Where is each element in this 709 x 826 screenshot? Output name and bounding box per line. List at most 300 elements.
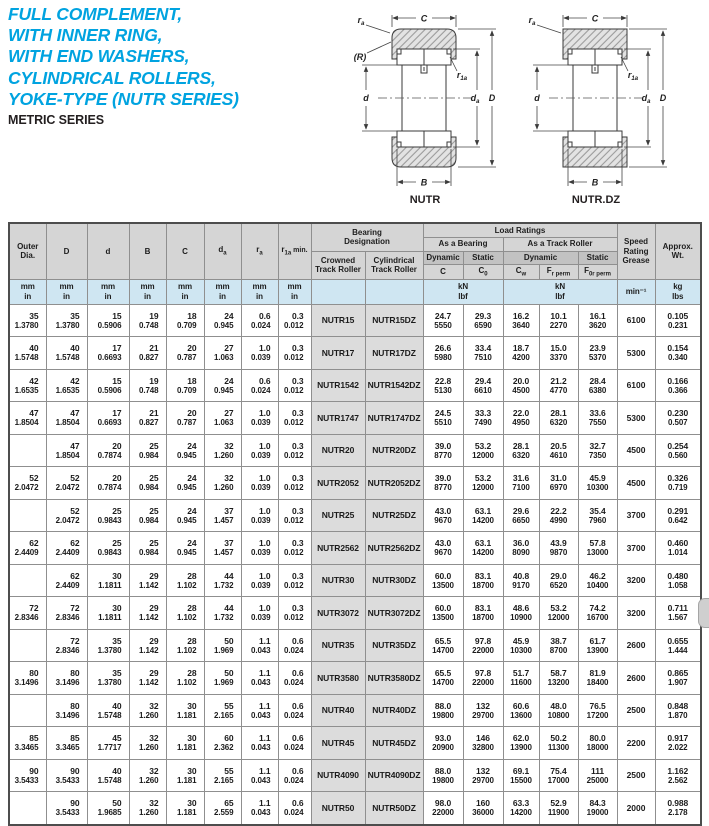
cell-outer-dia: 47 1.8504 bbox=[9, 402, 46, 435]
cell-crowned-designation: NUTR40 bbox=[311, 694, 365, 727]
cell-r1a: 0.6 0.024 bbox=[278, 629, 311, 662]
cell-approx-wt: 0.254 0.560 bbox=[655, 434, 701, 467]
cell-F0r-perm: 32.7 7350 bbox=[578, 434, 617, 467]
cell-B: 25 0.984 bbox=[129, 499, 166, 532]
cell-static-C0: 132 29700 bbox=[463, 694, 503, 727]
diagram-nutrdz bbox=[521, 2, 671, 206]
cell-cylindrical-designation: NUTR17DZ bbox=[365, 337, 423, 370]
cell-Cw: 45.9 10300 bbox=[503, 629, 539, 662]
units-mm-in: mm in bbox=[129, 279, 166, 304]
table-row bbox=[9, 304, 701, 337]
units-mm-in: mm in bbox=[9, 279, 46, 304]
cell-ra: 1.0 0.039 bbox=[241, 532, 278, 565]
cell-ra: 1.1 0.043 bbox=[241, 662, 278, 695]
units-mm-in: mm in bbox=[166, 279, 204, 304]
cell-C: 18 0.709 bbox=[166, 369, 204, 402]
cell-r1a: 0.3 0.012 bbox=[278, 369, 311, 402]
col-header-dynamic-bearing: Dynamic bbox=[423, 251, 463, 264]
cell-d: 40 1.5748 bbox=[87, 694, 129, 727]
cell-Fr-perm: 21.2 4770 bbox=[539, 369, 578, 402]
table-row bbox=[9, 662, 701, 695]
cell-D: 42 1.6535 bbox=[46, 369, 87, 402]
dim-label-d: d bbox=[363, 93, 369, 103]
cell-B: 32 1.260 bbox=[129, 694, 166, 727]
col-header-static-bearing: Static bbox=[463, 251, 503, 264]
units-mm-in: mm in bbox=[87, 279, 129, 304]
cell-da: 55 2.165 bbox=[204, 694, 241, 727]
units-blank bbox=[365, 279, 423, 304]
cell-speed-rating: 2600 bbox=[617, 629, 655, 662]
cell-C: 28 1.102 bbox=[166, 597, 204, 630]
cell-r1a: 0.3 0.012 bbox=[278, 467, 311, 500]
col-header-cylindrical-track-roller: Cylindrical Track Roller bbox=[365, 251, 423, 279]
col-header-load-ratings: Load Ratings bbox=[423, 223, 617, 237]
dim-label-r1a: $r_{1a}$ bbox=[627, 70, 639, 82]
cell-F0r-perm: 80.0 18000 bbox=[578, 727, 617, 760]
cell-cylindrical-designation: NUTR45DZ bbox=[365, 727, 423, 760]
cell-ra: 1.0 0.039 bbox=[241, 597, 278, 630]
cell-speed-rating: 2500 bbox=[617, 694, 655, 727]
cell-dynamic-C: 39.0 8770 bbox=[423, 467, 463, 500]
dim-label-D: D bbox=[659, 93, 667, 103]
cell-static-C0: 33.3 7490 bbox=[463, 402, 503, 435]
cell-speed-rating: 3700 bbox=[617, 532, 655, 565]
cell-Cw: 16.2 3640 bbox=[503, 304, 539, 337]
cell-ra: 1.0 0.039 bbox=[241, 337, 278, 370]
cell-ra: 0.6 0.024 bbox=[241, 369, 278, 402]
cell-da: 27 1.063 bbox=[204, 402, 241, 435]
cell-Cw: 28.1 6320 bbox=[503, 434, 539, 467]
cell-da: 55 2.165 bbox=[204, 759, 241, 792]
cell-outer-dia bbox=[9, 564, 46, 597]
title-line: FULL COMPLEMENT, bbox=[8, 4, 183, 24]
table-row bbox=[9, 467, 701, 500]
cell-speed-rating: 4500 bbox=[617, 467, 655, 500]
cell-r1a: 0.3 0.012 bbox=[278, 402, 311, 435]
cell-r1a: 0.6 0.024 bbox=[278, 759, 311, 792]
cell-F0r-perm: 84.3 19000 bbox=[578, 792, 617, 825]
cell-ra: 1.0 0.039 bbox=[241, 564, 278, 597]
cell-C: 20 0.787 bbox=[166, 402, 204, 435]
col-header-bearing-designation: Bearing Designation bbox=[311, 223, 423, 251]
cell-F0r-perm: 57.8 13000 bbox=[578, 532, 617, 565]
table-row bbox=[9, 434, 701, 467]
cell-B: 29 1.142 bbox=[129, 597, 166, 630]
bearing-cross-section-drawing bbox=[521, 2, 671, 194]
title-line: WITH END WASHERS, bbox=[8, 46, 190, 67]
col-header-as-a-track-roller: As a Track Roller bbox=[503, 237, 617, 251]
cell-F0r-perm: 74.2 16700 bbox=[578, 597, 617, 630]
cell-r1a: 0.3 0.012 bbox=[278, 532, 311, 565]
cell-ra: 1.0 0.039 bbox=[241, 402, 278, 435]
table-row bbox=[9, 337, 701, 370]
cell-crowned-designation: NUTR15 bbox=[311, 304, 365, 337]
page-subtitle: METRIC SERIES bbox=[8, 112, 104, 127]
cell-static-C0: 63.1 14200 bbox=[463, 532, 503, 565]
cell-Fr-perm: 28.1 6320 bbox=[539, 402, 578, 435]
cell-outer-dia: 42 1.6535 bbox=[9, 369, 46, 402]
cell-Cw: 18.7 4200 bbox=[503, 337, 539, 370]
table-body bbox=[9, 304, 701, 825]
cell-ra: 1.1 0.043 bbox=[241, 759, 278, 792]
cell-d: 50 1.9685 bbox=[87, 792, 129, 825]
cell-ra: 1.1 0.043 bbox=[241, 694, 278, 727]
cell-crowned-designation: NUTR1747 bbox=[311, 402, 365, 435]
cell-da: 37 1.457 bbox=[204, 499, 241, 532]
cell-C: 28 1.102 bbox=[166, 662, 204, 695]
cell-d: 25 0.9843 bbox=[87, 499, 129, 532]
cell-Cw: 40.8 9170 bbox=[503, 564, 539, 597]
cell-d: 20 0.7874 bbox=[87, 434, 129, 467]
cell-Cw: 20.0 4500 bbox=[503, 369, 539, 402]
col-header-static-track: Static bbox=[578, 251, 617, 264]
cell-crowned-designation: NUTR4090 bbox=[311, 759, 365, 792]
table-row bbox=[9, 597, 701, 630]
cell-Fr-perm: 15.0 3370 bbox=[539, 337, 578, 370]
cell-speed-rating: 6100 bbox=[617, 304, 655, 337]
cell-d: 20 0.7874 bbox=[87, 467, 129, 500]
cell-outer-dia bbox=[9, 499, 46, 532]
cell-da: 37 1.457 bbox=[204, 532, 241, 565]
cell-static-C0: 160 36000 bbox=[463, 792, 503, 825]
cell-B: 21 0.827 bbox=[129, 337, 166, 370]
cell-D: 90 3.5433 bbox=[46, 792, 87, 825]
cell-F0r-perm: 61.7 13900 bbox=[578, 629, 617, 662]
cell-D: 47 1.8504 bbox=[46, 434, 87, 467]
cell-cylindrical-designation: NUTR25DZ bbox=[365, 499, 423, 532]
cell-ra: 1.1 0.043 bbox=[241, 792, 278, 825]
col-header-sym-Fr-perm: $F_{r perm}$ bbox=[539, 264, 578, 279]
dim-label-C: C bbox=[420, 13, 428, 24]
cell-da: 44 1.732 bbox=[204, 597, 241, 630]
cell-C: 24 0.945 bbox=[166, 467, 204, 500]
cell-r1a: 0.3 0.012 bbox=[278, 564, 311, 597]
units-mm-in: mm in bbox=[204, 279, 241, 304]
dim-label-B: B bbox=[420, 177, 428, 188]
cell-B: 29 1.142 bbox=[129, 564, 166, 597]
cell-C: 28 1.102 bbox=[166, 629, 204, 662]
cell-r1a: 0.3 0.012 bbox=[278, 304, 311, 337]
cell-outer-dia bbox=[9, 792, 46, 825]
cell-da: 24 0.945 bbox=[204, 369, 241, 402]
units-blank bbox=[311, 279, 365, 304]
cell-cylindrical-designation: NUTR3580DZ bbox=[365, 662, 423, 695]
cell-F0r-perm: 35.4 7960 bbox=[578, 499, 617, 532]
cell-Fr-perm: 50.2 11300 bbox=[539, 727, 578, 760]
cell-dynamic-C: 26.6 5980 bbox=[423, 337, 463, 370]
cell-outer-dia: 40 1.5748 bbox=[9, 337, 46, 370]
cell-static-C0: 97.8 22000 bbox=[463, 629, 503, 662]
cell-F0r-perm: 33.6 7550 bbox=[578, 402, 617, 435]
cell-dynamic-C: 65.5 14700 bbox=[423, 662, 463, 695]
cell-dynamic-C: 60.0 13500 bbox=[423, 597, 463, 630]
cell-C: 30 1.181 bbox=[166, 727, 204, 760]
units-kn-lbf: kN lbf bbox=[423, 279, 503, 304]
cell-da: 27 1.063 bbox=[204, 337, 241, 370]
cell-da: 60 2.362 bbox=[204, 727, 241, 760]
units-kn-lbf: kN lbf bbox=[503, 279, 617, 304]
cell-approx-wt: 0.865 1.907 bbox=[655, 662, 701, 695]
table-row bbox=[9, 532, 701, 565]
title-line: YOKE-TYPE (NUTR SERIES) bbox=[8, 88, 239, 109]
col-header-r1a-min: $r_{1a}$ min. bbox=[278, 223, 311, 279]
cell-Fr-perm: 52.9 11900 bbox=[539, 792, 578, 825]
cell-d: 35 1.3780 bbox=[87, 662, 129, 695]
cell-crowned-designation: NUTR25 bbox=[311, 499, 365, 532]
cell-ra: 1.0 0.039 bbox=[241, 467, 278, 500]
cell-cylindrical-designation: NUTR30DZ bbox=[365, 564, 423, 597]
cell-D: 80 3.1496 bbox=[46, 662, 87, 695]
units-mm-in: mm in bbox=[241, 279, 278, 304]
page-edge-marker bbox=[698, 598, 709, 628]
cell-B: 25 0.984 bbox=[129, 434, 166, 467]
cell-ra: 1.0 0.039 bbox=[241, 499, 278, 532]
cell-F0r-perm: 81.9 18400 bbox=[578, 662, 617, 695]
cell-D: 80 3.1496 bbox=[46, 694, 87, 727]
cell-D: 52 2.0472 bbox=[46, 467, 87, 500]
cell-approx-wt: 0.917 2.022 bbox=[655, 727, 701, 760]
col-header-D: D bbox=[46, 223, 87, 279]
cell-D: 35 1.3780 bbox=[46, 304, 87, 337]
dim-label-ra: $r_a$ bbox=[528, 15, 536, 27]
cell-approx-wt: 0.166 0.366 bbox=[655, 369, 701, 402]
dim-label-ra: $r_a$ bbox=[357, 15, 365, 27]
cell-C: 30 1.181 bbox=[166, 759, 204, 792]
col-header-sym-Cw: $C_w$ bbox=[503, 264, 539, 279]
cell-F0r-perm: 23.9 5370 bbox=[578, 337, 617, 370]
cell-F0r-perm: 28.4 6380 bbox=[578, 369, 617, 402]
cell-r1a: 0.3 0.012 bbox=[278, 434, 311, 467]
cell-crowned-designation: NUTR30 bbox=[311, 564, 365, 597]
col-header-crowned-track-roller: Crowned Track Roller bbox=[311, 251, 365, 279]
units-mm-in: mm in bbox=[46, 279, 87, 304]
cell-outer-dia bbox=[9, 694, 46, 727]
cell-Fr-perm: 22.2 4990 bbox=[539, 499, 578, 532]
bearing-cross-section-drawing bbox=[350, 2, 500, 194]
table-row bbox=[9, 564, 701, 597]
cell-crowned-designation: NUTR45 bbox=[311, 727, 365, 760]
dim-label-B: B bbox=[591, 177, 599, 188]
dim-label-D: D bbox=[488, 93, 496, 103]
cell-cylindrical-designation: NUTR3072DZ bbox=[365, 597, 423, 630]
cell-static-C0: 33.4 7510 bbox=[463, 337, 503, 370]
cell-speed-rating: 5300 bbox=[617, 337, 655, 370]
diagram-nutr bbox=[350, 2, 500, 206]
cell-F0r-perm: 111 25000 bbox=[578, 759, 617, 792]
cell-Cw: 48.6 10900 bbox=[503, 597, 539, 630]
cell-d: 17 0.6693 bbox=[87, 402, 129, 435]
cell-B: 32 1.260 bbox=[129, 792, 166, 825]
cell-approx-wt: 0.154 0.340 bbox=[655, 337, 701, 370]
cell-B: 32 1.260 bbox=[129, 727, 166, 760]
col-header-speed-rating: Speed Rating Grease bbox=[617, 223, 655, 279]
cell-ra: 1.1 0.043 bbox=[241, 727, 278, 760]
cell-r1a: 0.3 0.012 bbox=[278, 337, 311, 370]
col-header-d: d bbox=[87, 223, 129, 279]
cell-dynamic-C: 93.0 20900 bbox=[423, 727, 463, 760]
cell-cylindrical-designation: NUTR15DZ bbox=[365, 304, 423, 337]
cell-C: 28 1.102 bbox=[166, 564, 204, 597]
cell-Fr-perm: 48.0 10800 bbox=[539, 694, 578, 727]
cell-Fr-perm: 31.0 6970 bbox=[539, 467, 578, 500]
cell-outer-dia: 62 2.4409 bbox=[9, 532, 46, 565]
cell-B: 25 0.984 bbox=[129, 532, 166, 565]
cell-approx-wt: 0.655 1.444 bbox=[655, 629, 701, 662]
cell-D: 72 2.8346 bbox=[46, 597, 87, 630]
cell-outer-dia: 90 3.5433 bbox=[9, 759, 46, 792]
cell-cylindrical-designation: NUTR35DZ bbox=[365, 629, 423, 662]
cell-Cw: 69.1 15500 bbox=[503, 759, 539, 792]
cell-D: 47 1.8504 bbox=[46, 402, 87, 435]
cell-static-C0: 29.4 6610 bbox=[463, 369, 503, 402]
units-mm-in: mm in bbox=[278, 279, 311, 304]
cell-Cw: 22.0 4950 bbox=[503, 402, 539, 435]
cell-static-C0: 53.2 12000 bbox=[463, 434, 503, 467]
cell-cylindrical-designation: NUTR2052DZ bbox=[365, 467, 423, 500]
table-row bbox=[9, 694, 701, 727]
units-kg-lbs: kg lbs bbox=[655, 279, 701, 304]
cell-static-C0: 63.1 14200 bbox=[463, 499, 503, 532]
cell-speed-rating: 5300 bbox=[617, 402, 655, 435]
cell-Fr-perm: 10.1 2270 bbox=[539, 304, 578, 337]
cell-static-C0: 29.3 6590 bbox=[463, 304, 503, 337]
cell-Fr-perm: 53.2 12000 bbox=[539, 597, 578, 630]
cell-ra: 1.1 0.043 bbox=[241, 629, 278, 662]
cell-r1a: 0.3 0.012 bbox=[278, 499, 311, 532]
cell-crowned-designation: NUTR3072 bbox=[311, 597, 365, 630]
cell-static-C0: 83.1 18700 bbox=[463, 564, 503, 597]
col-header-sym-F0r-perm: $F_{0r perm}$ bbox=[578, 264, 617, 279]
cell-speed-rating: 2000 bbox=[617, 792, 655, 825]
cell-C: 18 0.709 bbox=[166, 304, 204, 337]
cell-d: 15 0.5906 bbox=[87, 369, 129, 402]
cell-speed-rating: 2200 bbox=[617, 727, 655, 760]
cell-d: 45 1.7717 bbox=[87, 727, 129, 760]
cell-crowned-designation: NUTR35 bbox=[311, 629, 365, 662]
cell-outer-dia: 35 1.3780 bbox=[9, 304, 46, 337]
cell-F0r-perm: 16.1 3620 bbox=[578, 304, 617, 337]
dim-label-d: d bbox=[534, 93, 540, 103]
cell-speed-rating: 6100 bbox=[617, 369, 655, 402]
cell-B: 29 1.142 bbox=[129, 662, 166, 695]
cell-dynamic-C: 43.0 9670 bbox=[423, 499, 463, 532]
cell-Cw: 29.6 6650 bbox=[503, 499, 539, 532]
cell-approx-wt: 0.988 2.178 bbox=[655, 792, 701, 825]
cell-Cw: 36.0 8090 bbox=[503, 532, 539, 565]
dim-label-R: (R) bbox=[353, 52, 367, 62]
col-header-sym-C: C bbox=[423, 264, 463, 279]
cell-ra: 0.6 0.024 bbox=[241, 304, 278, 337]
cell-approx-wt: 0.711 1.567 bbox=[655, 597, 701, 630]
cell-B: 32 1.260 bbox=[129, 759, 166, 792]
cell-D: 72 2.8346 bbox=[46, 629, 87, 662]
cell-F0r-perm: 46.2 10400 bbox=[578, 564, 617, 597]
cell-speed-rating: 3200 bbox=[617, 564, 655, 597]
cell-cylindrical-designation: NUTR1747DZ bbox=[365, 402, 423, 435]
cell-C: 20 0.787 bbox=[166, 337, 204, 370]
cell-speed-rating: 3200 bbox=[617, 597, 655, 630]
spec-table bbox=[8, 222, 702, 826]
cell-d: 25 0.9843 bbox=[87, 532, 129, 565]
cell-d: 30 1.1811 bbox=[87, 564, 129, 597]
cell-crowned-designation: NUTR3580 bbox=[311, 662, 365, 695]
col-header-dynamic-track: Dynamic bbox=[503, 251, 578, 264]
cell-dynamic-C: 24.5 5510 bbox=[423, 402, 463, 435]
cell-Cw: 31.6 7100 bbox=[503, 467, 539, 500]
cell-da: 44 1.732 bbox=[204, 564, 241, 597]
cell-outer-dia: 52 2.0472 bbox=[9, 467, 46, 500]
cell-Fr-perm: 58.7 13200 bbox=[539, 662, 578, 695]
cell-approx-wt: 0.848 1.870 bbox=[655, 694, 701, 727]
cell-D: 62 2.4409 bbox=[46, 532, 87, 565]
cell-C: 24 0.945 bbox=[166, 532, 204, 565]
diagram-caption-nutrdz: NUTR.DZ bbox=[571, 194, 621, 206]
cell-outer-dia: 80 3.1496 bbox=[9, 662, 46, 695]
col-header-B: B bbox=[129, 223, 166, 279]
cell-Fr-perm: 20.5 4610 bbox=[539, 434, 578, 467]
col-header-as-a-bearing: As a Bearing bbox=[423, 237, 503, 251]
cell-outer-dia: 85 3.3465 bbox=[9, 727, 46, 760]
cell-D: 85 3.3465 bbox=[46, 727, 87, 760]
cell-outer-dia: 72 2.8346 bbox=[9, 597, 46, 630]
cell-d: 35 1.3780 bbox=[87, 629, 129, 662]
cell-cylindrical-designation: NUTR1542DZ bbox=[365, 369, 423, 402]
cell-approx-wt: 1.162 2.562 bbox=[655, 759, 701, 792]
cell-B: 19 0.748 bbox=[129, 369, 166, 402]
cell-outer-dia bbox=[9, 434, 46, 467]
cell-dynamic-C: 88.0 19800 bbox=[423, 759, 463, 792]
cell-Cw: 62.0 13900 bbox=[503, 727, 539, 760]
cell-d: 17 0.6693 bbox=[87, 337, 129, 370]
cell-da: 50 1.969 bbox=[204, 629, 241, 662]
cell-crowned-designation: NUTR50 bbox=[311, 792, 365, 825]
cell-cylindrical-designation: NUTR20DZ bbox=[365, 434, 423, 467]
cell-dynamic-C: 39.0 8770 bbox=[423, 434, 463, 467]
cell-da: 32 1.260 bbox=[204, 434, 241, 467]
cell-Cw: 60.6 13600 bbox=[503, 694, 539, 727]
cell-F0r-perm: 45.9 10300 bbox=[578, 467, 617, 500]
title-line: WITH INNER RING, bbox=[8, 25, 163, 46]
cell-B: 25 0.984 bbox=[129, 467, 166, 500]
title-line: CYLINDRICAL ROLLERS, bbox=[8, 67, 216, 88]
cell-static-C0: 146 32800 bbox=[463, 727, 503, 760]
col-header-ra: $r_a$ bbox=[241, 223, 278, 279]
cell-Fr-perm: 75.4 17000 bbox=[539, 759, 578, 792]
dim-label-da: $d_a$ bbox=[641, 93, 651, 105]
table-row bbox=[9, 727, 701, 760]
cell-r1a: 0.6 0.024 bbox=[278, 694, 311, 727]
col-header-da: $d_a$ bbox=[204, 223, 241, 279]
cell-speed-rating: 2500 bbox=[617, 759, 655, 792]
table-row bbox=[9, 402, 701, 435]
cell-C: 24 0.945 bbox=[166, 434, 204, 467]
cell-crowned-designation: NUTR2052 bbox=[311, 467, 365, 500]
cell-r1a: 0.6 0.024 bbox=[278, 662, 311, 695]
cell-D: 52 2.0472 bbox=[46, 499, 87, 532]
col-header-approx-wt: Approx. Wt. bbox=[655, 223, 701, 279]
units-min: min⁻¹ bbox=[617, 279, 655, 304]
dim-label-r1a: $r_{1a}$ bbox=[456, 70, 468, 82]
cell-dynamic-C: 88.0 19800 bbox=[423, 694, 463, 727]
dim-label-C: C bbox=[591, 13, 599, 24]
cell-Cw: 63.3 14200 bbox=[503, 792, 539, 825]
cell-D: 62 2.4409 bbox=[46, 564, 87, 597]
cell-d: 40 1.5748 bbox=[87, 759, 129, 792]
cell-approx-wt: 0.291 0.642 bbox=[655, 499, 701, 532]
cell-C: 30 1.181 bbox=[166, 792, 204, 825]
cell-Fr-perm: 29.0 6520 bbox=[539, 564, 578, 597]
cell-da: 50 1.969 bbox=[204, 662, 241, 695]
